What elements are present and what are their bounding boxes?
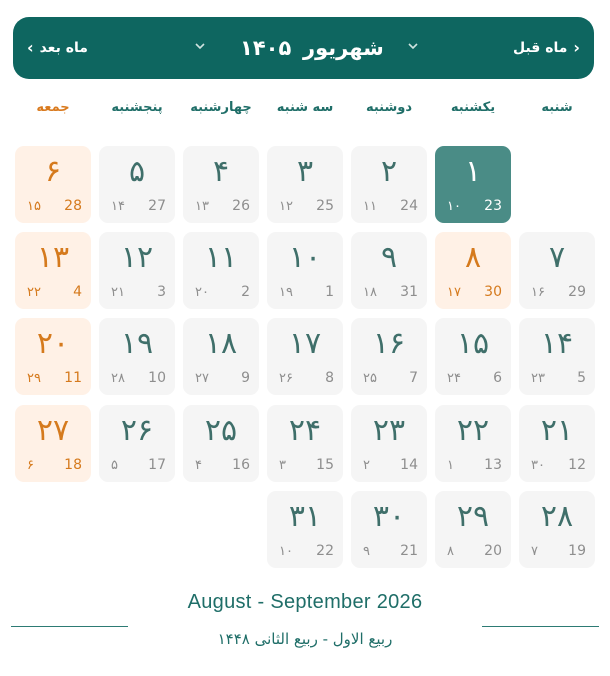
hijri-day: ۱۳: [195, 199, 209, 214]
day-cell[interactable]: [351, 491, 427, 568]
gregorian-day: 25: [316, 198, 334, 214]
day-number: ۱۸: [204, 326, 238, 361]
hijri-day: ۲۶: [279, 371, 293, 386]
day-number: ۱۶: [372, 326, 406, 361]
gregorian-day: 21: [400, 543, 418, 559]
gregorian-day: 26: [232, 198, 250, 214]
hijri-day: ۵: [111, 458, 118, 473]
weekday-label: شنبه: [541, 100, 573, 115]
gregorian-day: 20: [484, 543, 502, 559]
day-number: ۳: [296, 154, 314, 189]
hijri-day: ۱۴: [111, 199, 125, 214]
gregorian-day: 18: [64, 457, 82, 473]
day-cell[interactable]: [99, 146, 175, 223]
chevron-left-icon: ‹: [27, 38, 34, 57]
day-cell[interactable]: [15, 318, 91, 395]
gregorian-day: 23: [484, 198, 502, 214]
hijri-day: ۲۹: [27, 371, 41, 386]
day-number: ۶: [44, 154, 62, 189]
gregorian-day: 11: [64, 370, 82, 386]
day-number: ۲۴: [288, 413, 322, 448]
gregorian-day: 22: [316, 543, 334, 559]
day-number: ۱۴: [540, 326, 574, 361]
gregorian-day: 24: [400, 198, 418, 214]
hijri-day: ۱۰: [279, 544, 293, 559]
gregorian-day: 9: [241, 370, 250, 386]
gregorian-day: 29: [568, 284, 586, 300]
month-dropdown-chevron-icon[interactable]: [408, 41, 418, 51]
day-cell[interactable]: [351, 405, 427, 482]
gregorian-day: 4: [73, 284, 82, 300]
hijri-day: ۲۸: [111, 371, 125, 386]
day-cell[interactable]: [99, 405, 175, 482]
hijri-day: ۱۱: [363, 199, 377, 214]
hijri-day: ۳۰: [531, 458, 545, 473]
hijri-day: ۱۷: [447, 285, 461, 300]
gregorian-day: 30: [484, 284, 502, 300]
hijri-day: ۳: [279, 458, 286, 473]
hijri-day: ۲۴: [447, 371, 461, 386]
hijri-day: ۲۵: [363, 371, 377, 386]
day-cell[interactable]: [183, 405, 259, 482]
day-number: ۱۹: [120, 326, 154, 361]
year-title: ۱۴۰۵: [240, 36, 292, 60]
weekday-label: یکشنبه: [450, 100, 496, 115]
next-month-button[interactable]: [27, 35, 88, 61]
month-selector[interactable]: [303, 27, 384, 69]
hijri-day: ۱۰: [447, 199, 461, 214]
day-number: ۲۵: [204, 413, 238, 448]
gregorian-day: 17: [148, 457, 166, 473]
next-month-label: ماه بعد: [39, 40, 88, 56]
gregorian-range: August - September 2026: [187, 591, 423, 613]
gregorian-day: 1: [325, 284, 334, 300]
day-cell[interactable]: [183, 232, 259, 309]
weekday-label: دوشنبه: [365, 100, 413, 115]
gregorian-day: 27: [148, 198, 166, 214]
day-cell[interactable]: [15, 232, 91, 309]
hijri-day: ۲۰: [195, 285, 209, 300]
day-cell[interactable]: [519, 232, 595, 309]
hijri-day: ۲۲: [27, 285, 41, 300]
day-number: ۳۰: [372, 499, 406, 534]
day-number: ۲۶: [120, 413, 154, 448]
chevron-right-icon: ›: [573, 38, 580, 57]
weekday-label: سه شنبه: [276, 100, 334, 115]
gregorian-day: 5: [577, 370, 586, 386]
day-cell[interactable]: [99, 318, 175, 395]
day-number: ۳۱: [288, 499, 322, 534]
day-number: ۷: [548, 240, 566, 275]
day-number: ۲: [380, 154, 398, 189]
day-cell[interactable]: [267, 146, 343, 223]
gregorian-day: 14: [400, 457, 418, 473]
day-cell[interactable]: [519, 318, 595, 395]
hijri-day: ۲: [363, 458, 370, 473]
hijri-day: ۱۶: [531, 285, 545, 300]
day-cell[interactable]: [183, 318, 259, 395]
day-cell[interactable]: [15, 405, 91, 482]
day-number: ۲۸: [540, 499, 574, 534]
day-number: ۲۷: [36, 413, 70, 448]
day-number: ۱۷: [288, 326, 322, 361]
hijri-day: ۱۲: [279, 199, 293, 214]
day-cell[interactable]: [351, 318, 427, 395]
calendar-header: [13, 17, 594, 79]
year-selector[interactable]: [240, 27, 291, 69]
day-number: ۲۱: [540, 413, 574, 448]
gregorian-day: 6: [493, 370, 502, 386]
gregorian-day: 19: [568, 543, 586, 559]
gregorian-day: 31: [400, 284, 418, 300]
day-cell[interactable]: [435, 232, 511, 309]
day-number: ۲۳: [372, 413, 406, 448]
gregorian-day: 8: [325, 370, 334, 386]
gregorian-day: 2: [241, 284, 250, 300]
gregorian-day: 13: [484, 457, 502, 473]
day-cell[interactable]: [519, 405, 595, 482]
day-cell[interactable]: [267, 491, 343, 568]
weekday-header-row: [0, 100, 610, 126]
day-cell[interactable]: [267, 232, 343, 309]
day-cell[interactable]: [267, 405, 343, 482]
day-cell[interactable]: [267, 318, 343, 395]
day-number: ۱۰: [288, 240, 322, 275]
hijri-day: ۷: [531, 544, 538, 559]
day-number: ۱۱: [204, 240, 238, 275]
hijri-day: ۱: [447, 458, 454, 473]
hijri-day: ۲۷: [195, 371, 209, 386]
day-cell[interactable]: [351, 232, 427, 309]
weekday-label: پنجشنبه: [111, 100, 163, 115]
day-number: ۸: [464, 240, 482, 275]
gregorian-day: 10: [148, 370, 166, 386]
hijri-day: ۹: [363, 544, 370, 559]
year-dropdown-chevron-icon[interactable]: [195, 41, 205, 51]
day-number: ۱۳: [36, 240, 70, 275]
day-cell[interactable]: [183, 146, 259, 223]
day-cell[interactable]: [351, 146, 427, 223]
gregorian-day: 12: [568, 457, 586, 473]
day-number: ۲۹: [456, 499, 490, 534]
day-cell-today[interactable]: [435, 146, 511, 223]
day-cell[interactable]: [15, 146, 91, 223]
gregorian-day: 15: [316, 457, 334, 473]
hijri-day: ۲۳: [531, 371, 545, 386]
day-number: ۱۵: [456, 326, 490, 361]
day-number: ۱: [464, 154, 482, 189]
hijri-day: ۱۹: [279, 285, 293, 300]
hijri-day: ۱۵: [27, 199, 41, 214]
gregorian-day: 7: [409, 370, 418, 386]
hijri-day: ۸: [447, 544, 454, 559]
footer-divider-left: [11, 626, 128, 627]
gregorian-day: 28: [64, 198, 82, 214]
day-number: ۴: [212, 154, 230, 189]
day-number: ۵: [128, 154, 146, 189]
day-number: ۹: [380, 240, 398, 275]
day-cell[interactable]: [519, 491, 595, 568]
prev-month-button[interactable]: [513, 35, 580, 61]
day-number: ۲۲: [456, 413, 490, 448]
gregorian-day: 3: [157, 284, 166, 300]
weekday-label: جمعه: [36, 100, 70, 115]
prev-month-label: ماه قبل: [512, 40, 568, 56]
day-cell[interactable]: [99, 232, 175, 309]
gregorian-day: 16: [232, 457, 250, 473]
hijri-day: ۲۱: [111, 285, 125, 300]
hijri-range: ربیع الاول - ربیع الثانی ۱۴۴۸: [217, 630, 393, 648]
day-cell[interactable]: [435, 491, 511, 568]
weekday-label: چهارشنبه: [190, 100, 252, 115]
hijri-day: ۶: [27, 458, 34, 473]
day-cell[interactable]: [435, 318, 511, 395]
day-number: ۲۰: [36, 326, 70, 361]
day-cell[interactable]: [435, 405, 511, 482]
day-number: ۱۲: [120, 240, 154, 275]
month-title: شهریور: [303, 36, 384, 60]
hijri-day: ۱۸: [363, 285, 377, 300]
hijri-day: ۴: [195, 458, 202, 473]
footer-divider-right: [482, 626, 599, 627]
